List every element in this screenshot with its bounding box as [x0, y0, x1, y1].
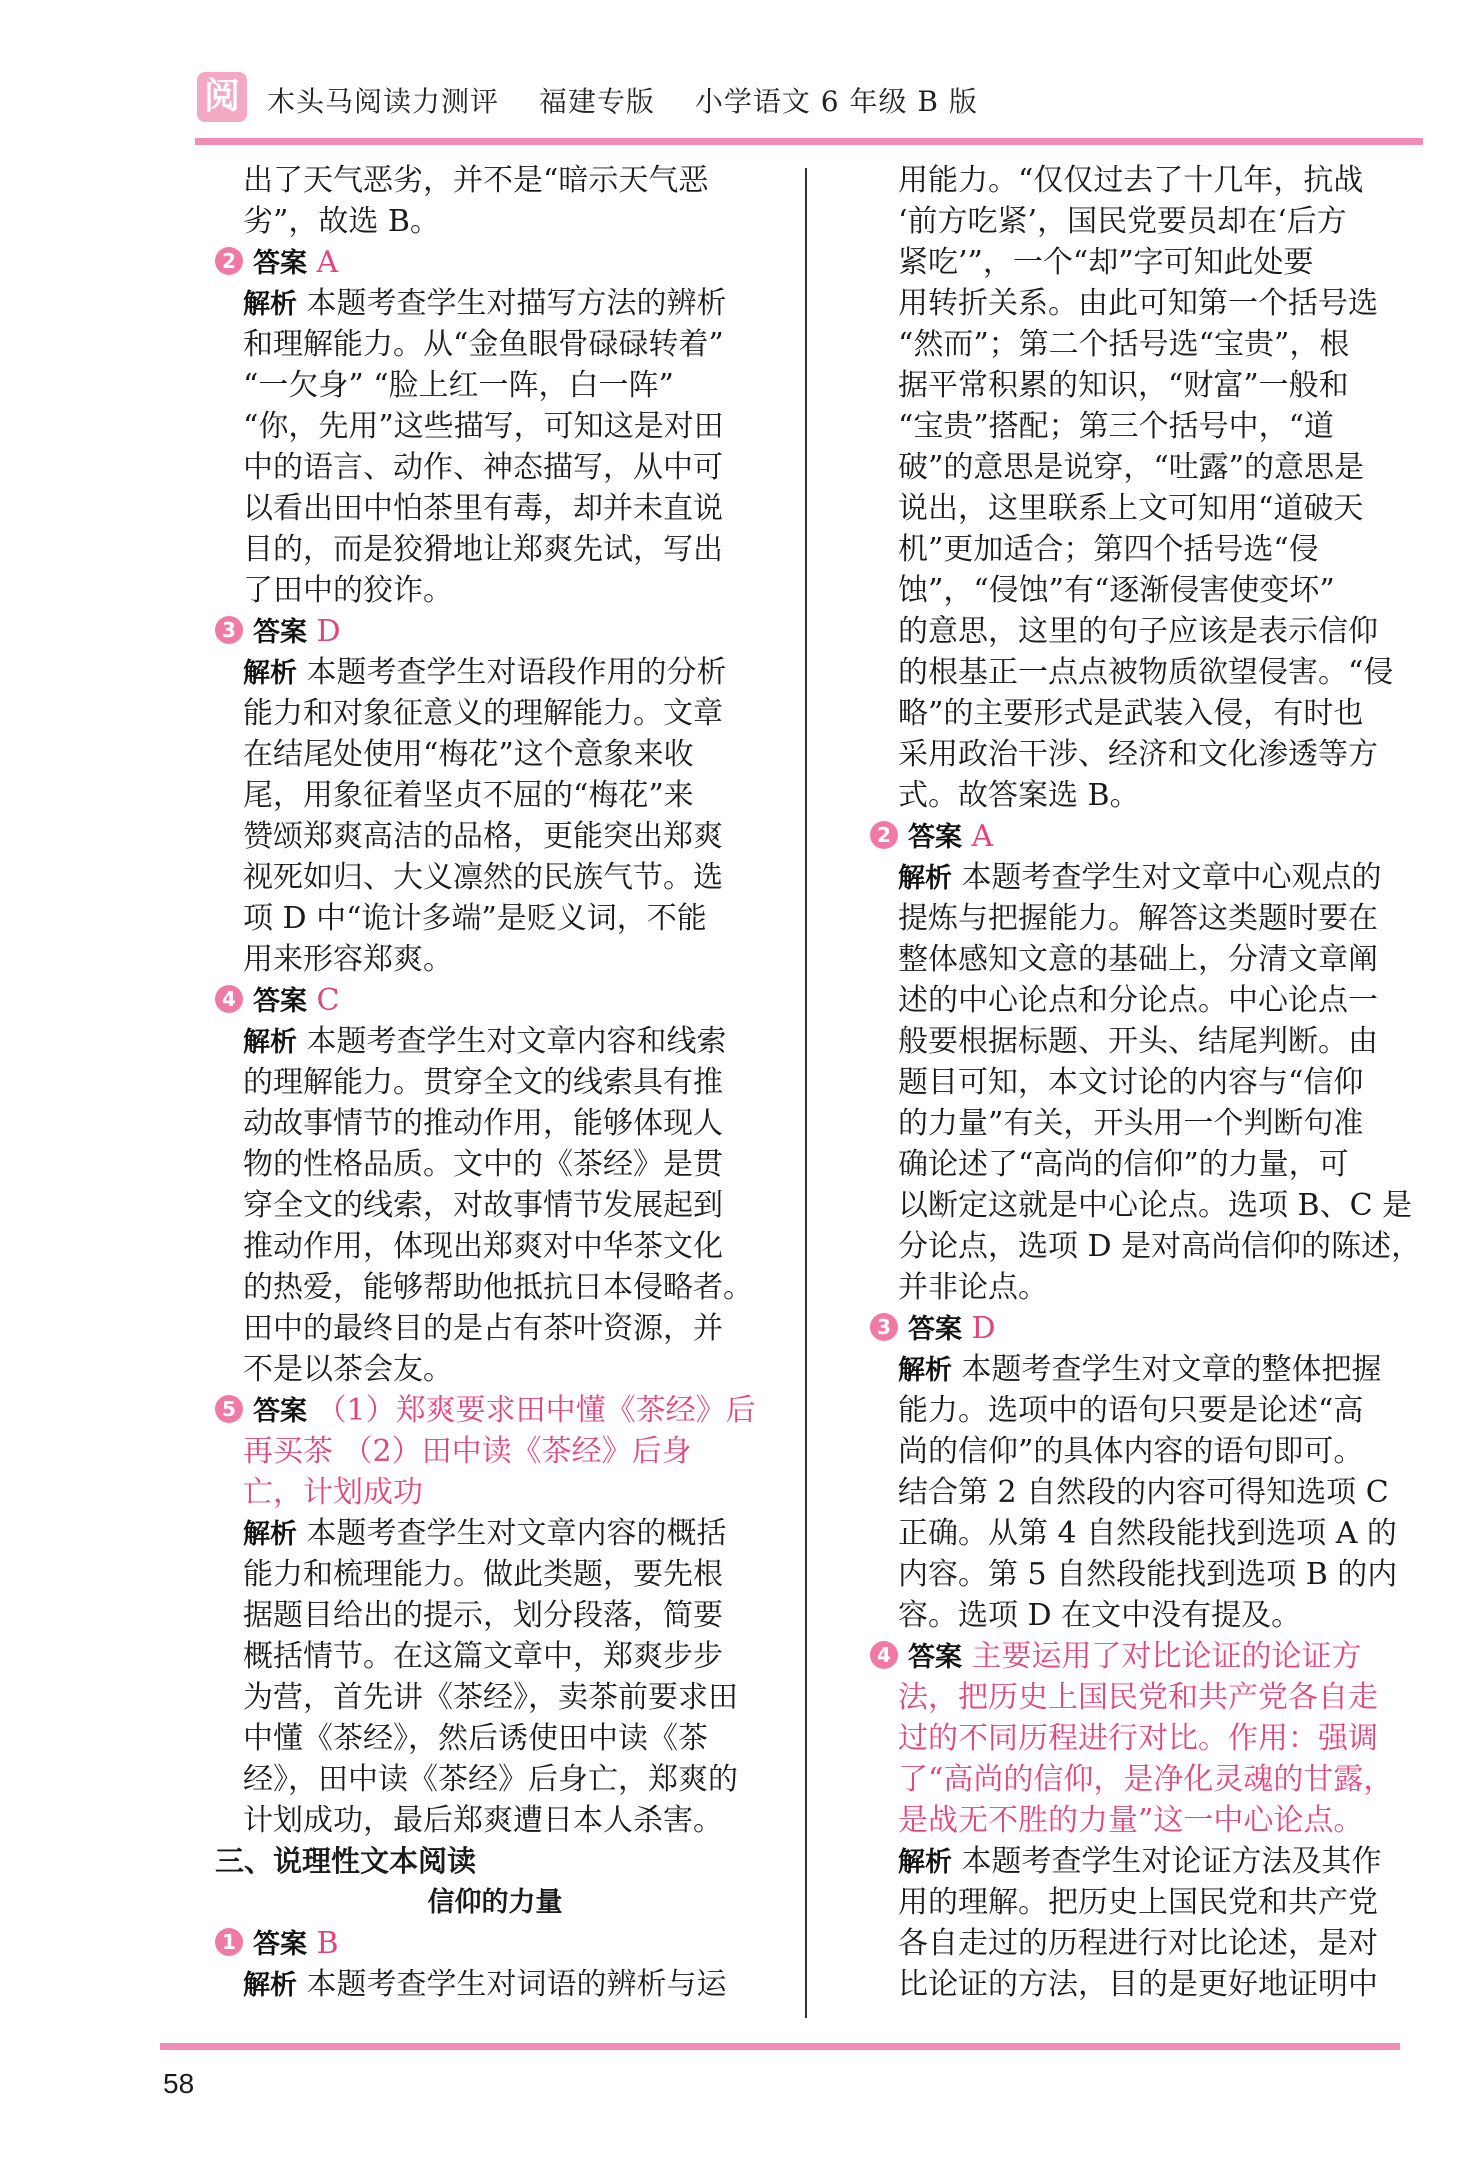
answer-value: B	[316, 1926, 339, 1961]
text-line: 的根基正一点点被物质欲望侵害。“侵	[898, 655, 1394, 690]
text-line: 尾，用象征着坚贞不屈的“梅花”来	[243, 778, 694, 813]
answer-block-r4	[870, 1636, 1415, 2005]
answer-value: A	[316, 245, 339, 280]
text-line: 用的理解。把历史上国民党和共产党	[898, 1885, 1378, 1920]
text-line: 蚀”，“侵蚀”有“逐渐侵害使变坏”	[898, 573, 1335, 608]
grade-name: 小学语文 6 年级 B 版	[694, 85, 978, 118]
answer-row	[215, 1390, 775, 1431]
answer-row	[870, 1636, 1415, 1677]
page-header	[195, 68, 1425, 140]
analysis-label: 解析	[898, 863, 952, 894]
text-line: 概括情节。在这篇文章中，郑爽步步	[243, 1639, 723, 1674]
text-line: 不是以茶会友。	[243, 1352, 453, 1387]
answer-label: 答案	[908, 1314, 962, 1345]
text-line: 本题考查学生对描写方法的辨析	[306, 286, 727, 321]
answer-value: D	[971, 1311, 996, 1346]
left-intro	[215, 160, 775, 242]
answer-block-5	[215, 1390, 775, 1841]
text-line: 和理解能力。从“金鱼眼骨碌碌转着”	[243, 327, 724, 362]
text-line: 本题考查学生对文章内容的概括	[306, 1516, 727, 1551]
question-number-badge: 2	[870, 821, 898, 849]
text-line: 在结尾处使用“梅花”这个意象来收	[243, 737, 694, 772]
question-number-badge: 1	[215, 1928, 243, 1956]
answer-value: 了“高尚的信仰，是净化灵魂的甘露，	[898, 1762, 1394, 1797]
text-line: 赞颂郑爽高洁的品格，更能突出郑爽	[243, 819, 723, 854]
book-logo-icon: 阅	[197, 72, 247, 122]
text-line: 穿全文的线索，对故事情节发展起到	[243, 1188, 723, 1223]
text-line: 本题考查学生对论证方法及其作	[961, 1844, 1382, 1879]
text-line: 田中的最终目的是占有茶叶资源，并	[243, 1311, 723, 1346]
text-line: 整体感知文意的基础上，分清文章阐	[898, 942, 1378, 977]
analysis-label: 解析	[243, 289, 297, 320]
text-line: 本题考查学生对文章内容和线索	[306, 1024, 727, 1059]
answer-row	[870, 816, 1415, 857]
text-line: 的意思，这里的句子应该是表示信仰	[898, 614, 1378, 649]
text-line: 据平常积累的知识，“财富”一般和	[898, 368, 1349, 403]
analysis-label: 解析	[243, 1970, 297, 2001]
text-line: 的理解能力。贯穿全文的线索具有推	[243, 1065, 723, 1100]
text-line: 中的语言、动作、神态描写，从中可	[243, 450, 723, 485]
text-line: 本题考查学生对词语的辨析与运	[306, 1967, 727, 2002]
analysis-label: 解析	[243, 1519, 297, 1550]
text-line: 采用政治干涉、经济和文化渗透等方	[898, 737, 1378, 772]
text-line: 的力量”有关，开头用一个判断句准	[898, 1106, 1364, 1141]
footer-divider	[160, 2043, 1400, 2050]
text-line: 正确。从第 4 自然段能找到选项 A 的	[898, 1516, 1397, 1551]
text-line: “宝贵”搭配；第三个括号中，“道	[898, 409, 1335, 444]
text-line: “你，先用”这些描写，可知这是对田	[243, 409, 724, 444]
text-line: 劣”，故选 B。	[243, 204, 440, 239]
text-line: ‘前方吃紧’，国民党要员却在‘后方	[898, 204, 1347, 239]
text-line: 本题考查学生对语段作用的分析	[306, 655, 727, 690]
header-title	[267, 80, 1008, 120]
text-line: 视死如归、大义凛然的民族气节。选	[243, 860, 723, 895]
answer-value: 主要运用了对比论证的论证方	[971, 1639, 1362, 1674]
answer-label: 答案	[253, 986, 307, 1017]
answer-label: 答案	[908, 822, 962, 853]
text-line: 能力和梳理能力。做此类题，要先根	[243, 1557, 723, 1592]
text-line: 各自走过的历程进行对比论述，是对	[898, 1926, 1378, 1961]
text-line: 破”的意思是说穿，“吐露”的意思是	[898, 450, 1365, 485]
answer-row	[870, 1308, 1415, 1349]
text-line: 据题目给出的提示，划分段落，简要	[243, 1598, 723, 1633]
answer-row	[215, 980, 775, 1021]
header-divider	[195, 138, 1423, 145]
question-number-badge: 4	[870, 1641, 898, 1669]
text-line: 的热爱，能够帮助他抵抗日本侵略者。	[243, 1270, 753, 1305]
column-divider	[805, 168, 807, 2018]
question-number-badge: 3	[215, 616, 243, 644]
text-line: 以看出田中怕茶里有毒，却并未直说	[243, 491, 723, 526]
answer-label: 答案	[253, 617, 307, 648]
text-line: 了田中的狡诈。	[243, 573, 453, 608]
text-line: 计划成功，最后郑爽遭日本人杀害。	[243, 1803, 723, 1838]
text-line: 分论点，选项 D 是对高尚信仰的陈述，	[898, 1229, 1422, 1264]
text-line: 内容。第 5 自然段能找到选项 B 的内	[898, 1557, 1398, 1592]
answer-block-r3	[870, 1308, 1415, 1636]
text-line: 出了天气恶劣，并不是“暗示天气恶	[243, 163, 709, 198]
answer-value: 亡，计划成功	[243, 1475, 423, 1510]
text-line: 略”的主要形式是武装入侵，有时也	[898, 696, 1364, 731]
right-column	[870, 160, 1422, 2005]
text-line: 紧吃’”，一个“却”字可知此处要	[898, 245, 1314, 280]
answer-value: （1）郑爽要求田中懂《茶经》后	[316, 1393, 756, 1428]
text-line: 用来形容郑爽。	[243, 942, 453, 977]
text-line: 本题考查学生对文章的整体把握	[961, 1352, 1382, 1387]
text-line: 物的性格品质。文中的《茶经》是贯	[243, 1147, 723, 1182]
text-line: 述的中心论点和分论点。中心论点一	[898, 983, 1378, 1018]
text-line: 动故事情节的推动作用，能够体现人	[243, 1106, 723, 1141]
page-number: 58	[163, 2068, 195, 2099]
left-column	[215, 160, 775, 2005]
text-line: 推动作用，体现出郑爽对中华茶文化	[243, 1229, 723, 1264]
text-line: “然而”；第二个括号选“宝贵”，根	[898, 327, 1350, 362]
text-line: 目的，而是狡猾地让郑爽先试，写出	[243, 532, 723, 567]
question-number-badge: 3	[870, 1313, 898, 1341]
answer-row	[215, 1923, 775, 1964]
answer-value: 再买茶 （2）田中读《茶经》后身	[243, 1434, 692, 1469]
answer-value: C	[316, 983, 340, 1018]
answer-block-3	[215, 611, 775, 980]
text-line: 为营，首先讲《茶经》，卖茶前要求田	[243, 1680, 738, 1715]
answer-block-2	[215, 242, 775, 611]
text-line: 容。选项 D 在文中没有提及。	[898, 1598, 1302, 1633]
answer-value: D	[316, 614, 341, 649]
answer-value: 过的不同历程进行对比。作用：强调	[898, 1721, 1378, 1756]
answer-label: 答案	[253, 1396, 307, 1427]
text-line: 以断定这就是中心论点。选项 B、C 是	[898, 1188, 1413, 1223]
answer-label: 答案	[253, 248, 307, 279]
answer-label: 答案	[253, 1929, 307, 1960]
text-line: 提炼与把握能力。解答这类题时要在	[898, 901, 1378, 936]
text-line: 项 D 中“诡计多端”是贬义词，不能	[243, 901, 707, 936]
text-line: 确论述了“高尚的信仰”的力量，可	[898, 1147, 1349, 1182]
analysis-label: 解析	[898, 1847, 952, 1878]
answer-row	[215, 242, 775, 283]
text-line: 本题考查学生对文章中心观点的	[961, 860, 1382, 895]
text-line: 题目可知，本文讨论的内容与“信仰	[898, 1065, 1364, 1100]
text-line: 机”更加适合；第四个括号选“侵	[898, 532, 1319, 567]
text-line: 比论证的方法，目的是更好地证明中	[898, 1967, 1378, 2002]
answer-row	[215, 611, 775, 652]
question-number-badge: 2	[215, 247, 243, 275]
text-line: 经》，田中读《茶经》后身亡，郑爽的	[243, 1762, 738, 1797]
edition-name: 福建专版	[538, 85, 655, 118]
answer-value: 是战无不胜的力量”这一中心论点。	[898, 1803, 1364, 1838]
analysis-label: 解析	[898, 1355, 952, 1386]
section-title: 三、说理性文本阅读	[215, 1844, 477, 1878]
text-line: 能力和对象征意义的理解能力。文章	[243, 696, 723, 731]
text-line: 式。故答案选 B。	[898, 778, 1140, 813]
text-line: 尚的信仰”的具体内容的语句即可。	[898, 1434, 1364, 1469]
text-line: 中懂《茶经》，然后诱使田中读《茶	[243, 1721, 708, 1756]
text-line: 并非论点。	[898, 1270, 1048, 1305]
text-line: 用转折关系。由此可知第一个括号选	[898, 286, 1378, 321]
answer-block-4	[215, 980, 775, 1390]
text-line: 说出，这里联系上文可知用“道破天	[898, 491, 1364, 526]
answer-value: 法，把历史上国民党和共产党各自走	[898, 1680, 1378, 1715]
answer-block-1	[215, 1923, 775, 2005]
analysis-label: 解析	[243, 1027, 297, 1058]
text-line: 能力。选项中的语句只要是论述“高	[898, 1393, 1364, 1428]
answer-label: 答案	[908, 1642, 962, 1673]
question-number-badge: 4	[215, 985, 243, 1013]
answer-block-r2	[870, 816, 1422, 1308]
analysis-label: 解析	[243, 658, 297, 689]
answer-value: A	[971, 819, 994, 854]
article-title: 信仰的力量	[427, 1887, 563, 1918]
series-name: 木头马阅读力测评	[267, 85, 500, 118]
text-line: 般要根据标题、开头、结尾判断。由	[898, 1024, 1378, 1059]
text-line: 结合第 2 自然段的内容可得知选项 C	[898, 1475, 1389, 1510]
right-intro	[870, 160, 1415, 816]
question-number-badge: 5	[215, 1395, 243, 1423]
text-line: “一欠身” “脸上红一阵，白一阵”	[243, 368, 674, 403]
text-line: 用能力。“仅仅过去了十几年，抗战	[898, 163, 1364, 198]
